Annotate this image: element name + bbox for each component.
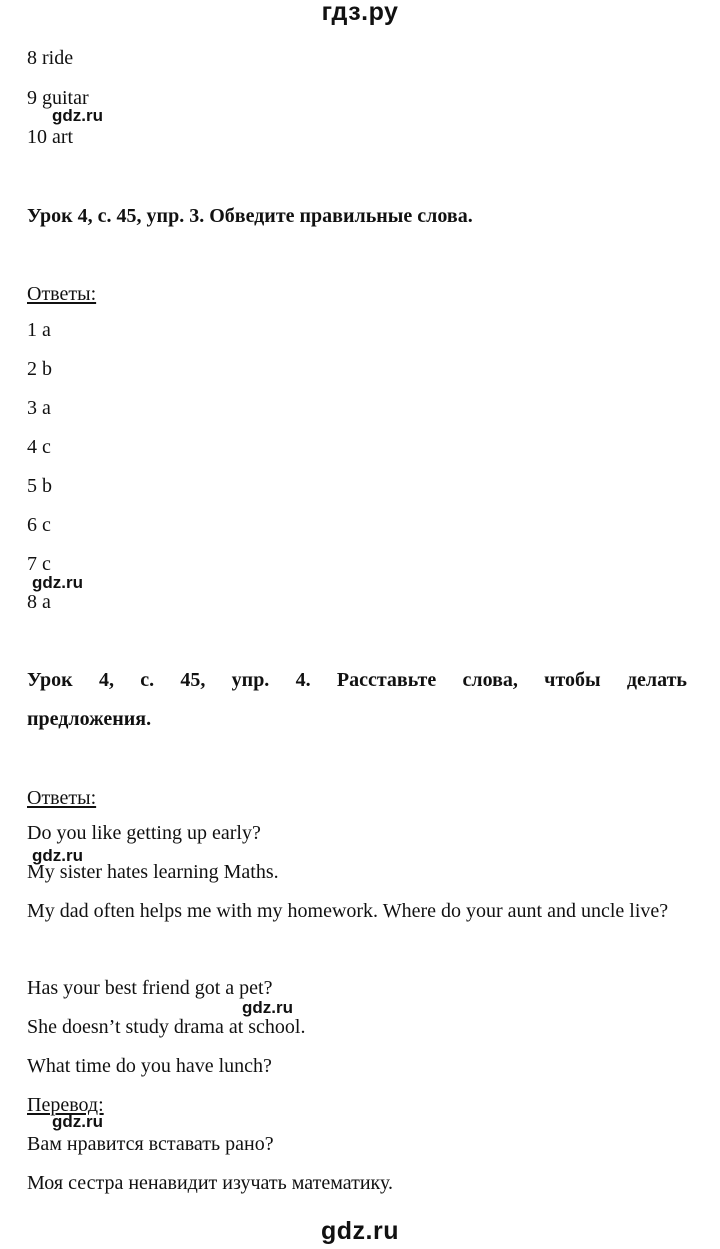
list-item: 4 c xyxy=(27,436,51,458)
answers-label: Ответы: xyxy=(27,787,97,809)
list-item: 9 guitar xyxy=(27,87,89,109)
list-item: Моя сестра ненавидит изучать математику. xyxy=(27,1172,393,1194)
list-item: 5 b xyxy=(27,475,52,497)
list-item: Вам нравится вставать рано? xyxy=(27,1133,274,1155)
list-item: 1 a xyxy=(27,319,51,341)
exercise-4-heading: Урок 4, с. 45, упр. 4. Расставьте слова, чтобы делать xyxy=(27,669,687,691)
list-item: What time do you have lunch? xyxy=(27,1055,272,1077)
list-item: 8 a xyxy=(27,591,51,613)
site-footer-logo: gdz.ru xyxy=(321,1217,399,1245)
answers-label: Ответы: xyxy=(27,283,97,305)
watermark-logo: gdz.ru xyxy=(52,106,103,125)
list-item: 10 art xyxy=(27,126,74,148)
translation-label: Перевод: xyxy=(27,1094,104,1116)
watermark-logo: gdz.ru xyxy=(32,573,83,592)
list-item: My sister hates learning Maths. xyxy=(27,861,279,883)
site-header-logo: гдз.ру xyxy=(321,0,399,26)
exercise-4-heading-continued: предложения. xyxy=(27,708,152,730)
list-item: She doesn’t study drama at school. xyxy=(27,1016,306,1038)
list-item: Do you like getting up early? xyxy=(27,822,261,844)
watermark-logo: gdz.ru xyxy=(242,998,293,1017)
watermark-logo: gdz.ru xyxy=(32,846,83,865)
list-item: 2 b xyxy=(27,358,52,380)
watermark-logo: gdz.ru xyxy=(52,1112,103,1131)
list-item: 8 ride xyxy=(27,47,74,69)
exercise-3-heading: Урок 4, с. 45, упр. 3. Обведите правильные слова. xyxy=(27,205,473,227)
list-item: 7 c xyxy=(27,553,51,575)
list-item: 6 c xyxy=(27,514,51,536)
list-item: 3 a xyxy=(27,397,51,419)
list-item: Has your best friend got a pet? xyxy=(27,977,273,999)
answer-paragraph: My dad often helps me with my homework. Where do your aunt and uncle live? xyxy=(27,900,669,922)
